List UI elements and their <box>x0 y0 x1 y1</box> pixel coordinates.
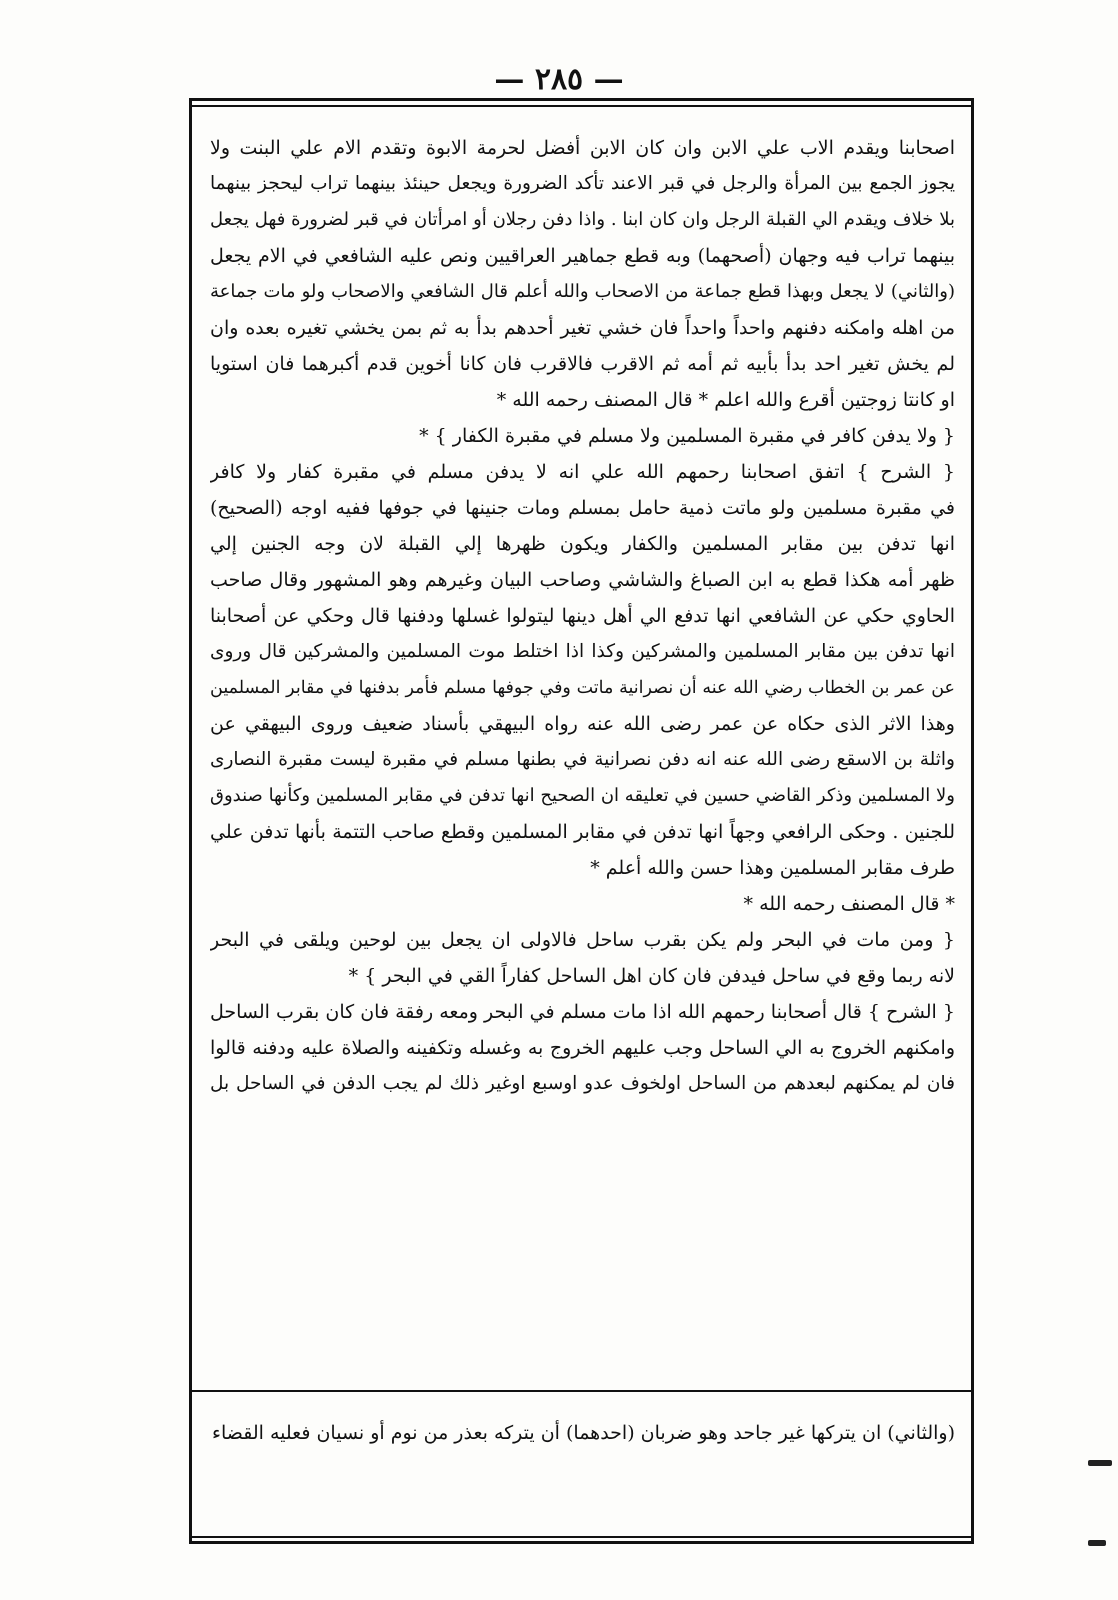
text-line: لم يخش تغير احد بدأ بأبيه ثم أمه ثم الاقرب فالاقرب فان كانا أخوين قدم أكبرهما فان استويا <box>210 353 955 375</box>
footnote-divider <box>189 1390 974 1392</box>
text-line: او كانتا زوجتين أقرع والله اعلم * قال المصنف رحمه الله * <box>496 389 955 411</box>
text-line: طرف مقابر المسلمين وهذا حسن والله أعلم * <box>590 857 955 879</box>
text-line: انها تدفن بين مقابر المسلمين والمشركين وكذا اذا اختلط موت المسلمين والمشركين قال وروى <box>210 641 955 662</box>
scan-edge-mark <box>1088 1460 1112 1466</box>
text-line: واثلة بن الاسقع رضى الله عنه انه دفن نصرانية في بطنها مسلم في مقبرة ليست مقبرة النصارى <box>210 749 955 770</box>
text-line: لانه ربما وقع في ساحل فيدفن فان كان اهل الساحل كفاراً القي في البحر } * <box>348 965 955 987</box>
text-line: في مقبرة مسلمين ولو ماتت ذمية حامل بمسلم ومات جنينها في جوفها ففيه اوجه (الصحيح) <box>210 497 955 519</box>
text-line: للجنين . وحكى الرافعي وجهاً انها تدفن في مقابر المسلمين وقطع صاحب التتمة بأنها تدفن علي <box>210 821 955 843</box>
text-line: انها تدفن بين مقابر المسلمين والكفار ويكون ظهرها إلي القبلة لان وجه الجنين إلي <box>210 533 955 555</box>
text-line: وهذا الاثر الذى حكاه عن عمر رضى الله عنه رواه البيهقي بأسناد ضعيف وروى البيهقي عن <box>210 713 955 735</box>
text-line: الحاوي حكي عن الشافعي انها تدفع الي أهل دينها ليتولوا غسلها ودفنها قال وحكي عن أصحابنا <box>210 605 955 627</box>
text-line: * قال المصنف رحمه الله * <box>743 893 955 915</box>
text-line: اصحابنا ويقدم الاب علي الابن وان كان الابن أفضل لحرمة الابوة وتقدم الام علي البنت ولا <box>210 137 955 159</box>
text-line: { الشرح } اتفق اصحابنا رحمهم الله علي انه لا يدفن مسلم في مقبرة كفار ولا كافر <box>210 461 955 483</box>
text-line: ظهر أمه هكذا قطع به ابن الصباغ والشاشي وصاحب البيان وغيرهم وهو المشهور وقال صاحب <box>210 569 955 591</box>
text-line: (والثاني) لا يجعل وبهذا قطع جماعة من الاصحاب والله أعلم قال الشافعي والاصحاب ولو مات جماعة <box>210 281 955 302</box>
text-line: { ولا يدفن كافر في مقبرة المسلمين ولا مسلم في مقبرة الكفار } * <box>419 425 955 447</box>
scan-edge-mark <box>1088 1540 1106 1546</box>
text-line: من اهله وامكنه دفنهم واحداً واحداً فان خشي تغير أحدهم بدأ به ثم بمن يخشي تغيره بعده وان <box>210 317 955 339</box>
page-number: — ٢٨٥ — <box>494 62 624 97</box>
text-line: فان لم يمكنهم لبعدهم من الساحل اولخوف عدو اوسبع اوغير ذلك لم يجب الدفن في الساحل بل <box>210 1073 955 1094</box>
text-line: { الشرح } قال أصحابنا رحمهم الله اذا مات مسلم في البحر ومعه رفقة فان كان بقرب الساحل <box>210 1001 955 1023</box>
text-line: بلا خلاف ويقدم الي القبلة الرجل وان كان ابنا . واذا دفن رجلان أو امرأتان في قبر لضرورة فهل يجعل <box>210 209 955 230</box>
text-line: بينهما تراب فيه وجهان (أصحهما) وبه قطع جماهير العراقيين ونص عليه الشافعي في الام يجعل <box>210 245 955 267</box>
text-line: ولا المسلمين وذكر القاضي حسين في تعليقه ان الصحيح انها تدفن في مقابر المسلمين وكأنها صندوق <box>210 785 955 806</box>
text-line: يجوز الجمع بين المرأة والرجل في قبر الاعند تأكد الضرورة ويجعل حينئذ بينهما تراب ليحجز بينهما <box>210 173 955 194</box>
text-line: وامكنهم الخروج به الي الساحل وجب عليهم الخروج به وغسله وتكفينه والصلاة عليه ودفنه قالوا <box>210 1037 955 1059</box>
main-text <box>210 130 955 1375</box>
text-line: { ومن مات في البحر ولم يكن بقرب ساحل فالاولى ان يجعل بين لوحين ويلقى في البحر <box>210 929 955 951</box>
text-line: عن عمر بن الخطاب رضي الله عنه أن نصرانية ماتت وفي جوفها مسلم فأمر بدفنها في مقابر المسلمين <box>210 678 955 698</box>
footnote-text: (والثاني) ان يتركها غير جاحد وهو ضربان (احدهما) أن يتركه بعذر من نوم أو نسيان فعليه القضاء <box>212 1422 955 1444</box>
